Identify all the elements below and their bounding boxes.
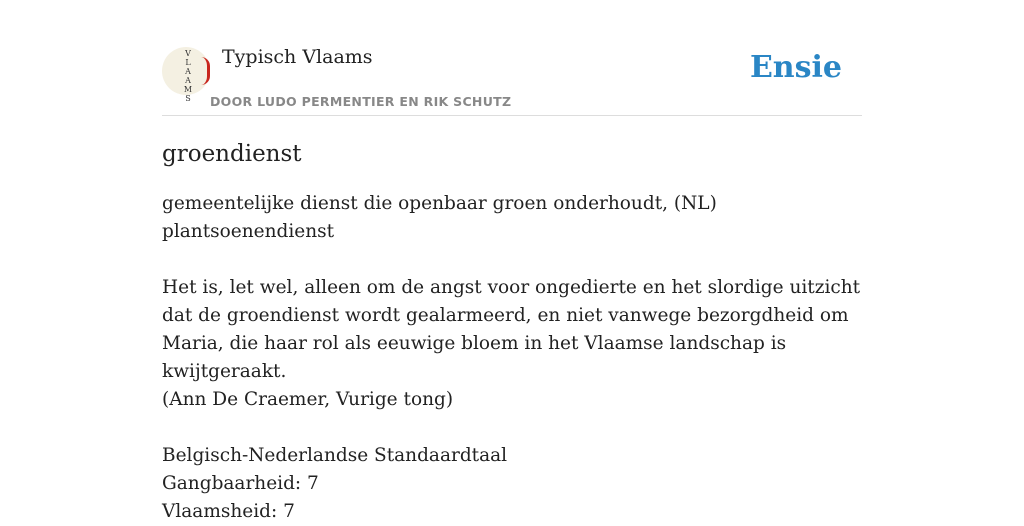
gangbaarheid-score: Gangbaarheid: 7 [162,473,319,494]
book-title[interactable]: Typisch Vlaams [222,46,373,68]
entry-card [162,40,862,526]
entry-definition: gemeentelijke dienst die openbaar groen onderhoudt, (NL) plantsoenendienst [162,193,717,242]
header [162,40,862,116]
entry-word: groendienst [162,141,302,167]
logo-accent [201,57,210,85]
register-label: Belgisch-Nederlandse Standaardtaal [162,445,508,466]
logo-letter: A [185,67,191,76]
brand-logo[interactable]: Ensie [749,50,842,85]
logo-letter: V [185,49,191,58]
book-author: DOOR LUDO PERMENTIER EN RIK SCHUTZ [210,94,512,109]
logo-letter: L [185,58,191,67]
logo-letter: S [185,94,191,103]
book-cover-logo[interactable] [162,47,210,103]
logo-letter: A [185,76,191,85]
entry-meta [162,442,862,526]
example-source: (Ann De Craemer, Vurige tong) [162,389,454,410]
vlaamsheid-score: Vlaamsheid: 7 [162,501,295,522]
logo-letter: M [183,85,193,94]
example-quote: Het is, let wel, alleen om de angst voor ongedierte en het slordige uitzicht dat de groendienst wordt gealarmeerd, en niet vanwege bezorgdheid om Maria, die haar rol als eeuwige bloem in het Vlaamse landschap is kwijtgeraakt. [162,277,861,382]
logo-letters [177,49,199,103]
